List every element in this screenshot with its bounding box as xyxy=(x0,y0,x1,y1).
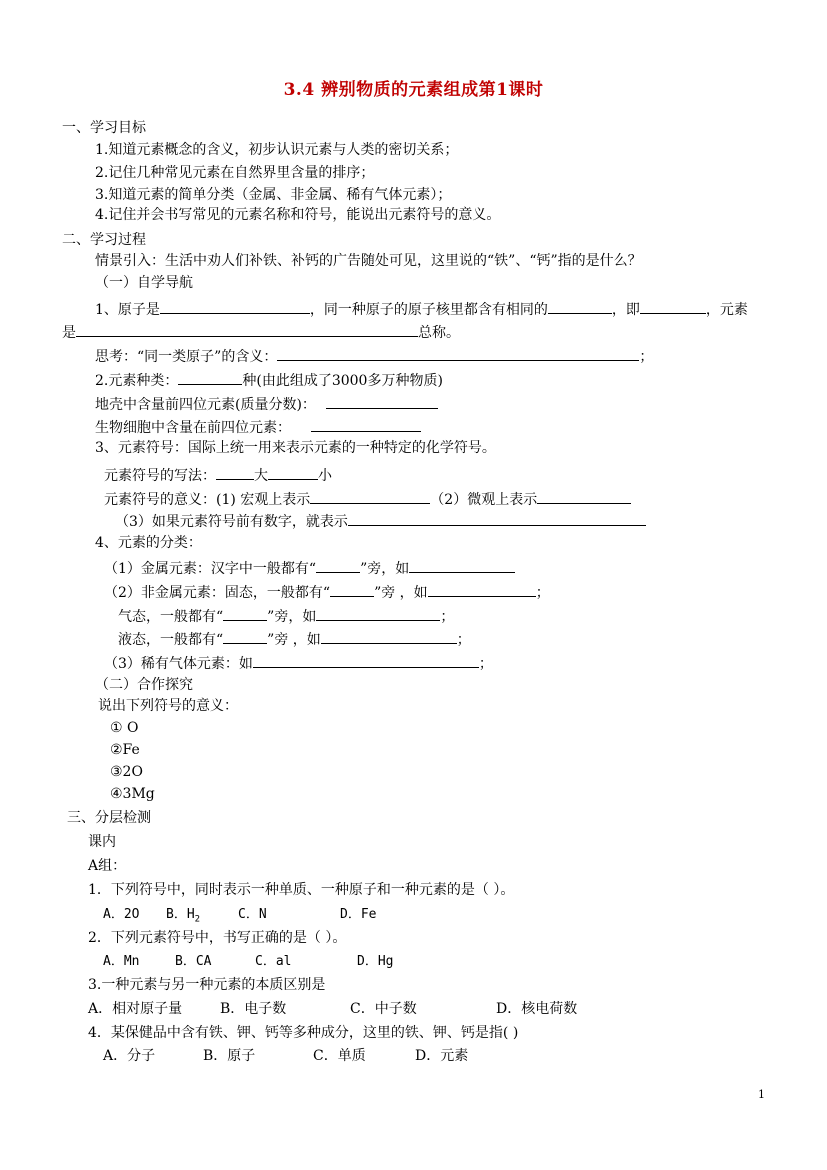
page-number: 1 xyxy=(758,1088,765,1101)
q2-text-a: 2.元素种类： xyxy=(95,373,179,389)
q2-text-b: 种(由此组成了3000多万种物质) xyxy=(242,373,443,389)
goal-item: 3.知道元素的简单分类（金属、非金属、稀有气体元素）； xyxy=(95,187,452,203)
in-class-label: 课内 xyxy=(88,834,116,850)
q1-text-f: 总称。 xyxy=(418,325,460,341)
group-a-label: A组： xyxy=(88,858,127,874)
q3-option: B．电子数 xyxy=(220,1001,287,1017)
question-4: 4．某保健品中含有铁、钾、钙等多种成分，这里的铁、钾、钙是指( ) xyxy=(88,1025,519,1041)
liquid-line xyxy=(118,628,471,649)
blank[interactable] xyxy=(316,557,360,573)
q1-text-b: ，同一种原子的原子核里都含有相同的 xyxy=(309,302,548,318)
meaning-text-3: （3）如果元素符号前有数字，就表示 xyxy=(115,514,348,530)
write-text-b: 大 xyxy=(254,468,268,484)
liquid-text-b: ”旁 ，如 xyxy=(267,632,321,648)
symbol-item: ③2O xyxy=(110,764,143,780)
blank[interactable] xyxy=(316,605,440,621)
write-text-c: 小 xyxy=(318,468,332,484)
gas-text-b: ”旁，如 xyxy=(267,609,317,625)
page-title: 3.4 辨别物质的元素组成第1课时 xyxy=(283,80,544,100)
section-heading-check: 三、分层检测 xyxy=(67,810,151,826)
gas-text-a: 气态，一般都有“ xyxy=(118,609,224,625)
blank[interactable] xyxy=(409,557,515,573)
subscript: 2 xyxy=(194,914,201,925)
blank[interactable] xyxy=(348,510,646,526)
blank[interactable] xyxy=(548,298,612,314)
question-3: 3.一种元素与另一种元素的本质区别是 xyxy=(88,977,326,993)
question-1: 1．下列符号中，同时表示一种单质、一种原子和一种元素的是（ ）。 xyxy=(88,882,515,898)
question-2: 2．下列元素符号中，书写正确的是（ ）。 xyxy=(88,930,347,946)
symbol-item: ④3Mg xyxy=(110,786,155,802)
blank[interactable] xyxy=(640,298,706,314)
q1-text-c: ，即 xyxy=(611,302,640,318)
goal-item: 2.记住几种常见元素在自然界里含量的排序； xyxy=(95,165,375,181)
blank[interactable] xyxy=(216,464,254,480)
question-atom-line xyxy=(95,298,748,319)
blank[interactable] xyxy=(330,581,374,597)
option-text: B．H xyxy=(166,907,195,922)
q4-option: A．分子 xyxy=(103,1048,156,1064)
section-heading-goals: 一、学习目标 xyxy=(62,120,146,136)
semicolon: ； xyxy=(478,656,493,672)
q1-option: A．2O xyxy=(103,907,140,922)
q1-text-a: 1、原子是 xyxy=(95,302,160,318)
cell-line xyxy=(95,416,421,437)
think-text: 思考：“同一类原子”的含义： xyxy=(95,349,278,365)
blank[interactable] xyxy=(321,628,457,644)
subheading-self-study: （一）自学导航 xyxy=(95,275,193,291)
element-types-line xyxy=(95,369,443,390)
semicolon: ； xyxy=(440,609,455,625)
noble-line xyxy=(104,652,493,673)
blank[interactable] xyxy=(326,393,438,409)
q3-option: C．中子数 xyxy=(350,1001,417,1017)
q1-text-e: 是 xyxy=(62,325,76,341)
intro-text: 情景引入：生活中劝人们补铁、补钙的广告随处可见，这里说的“铁”、“钙”指的是什么？ xyxy=(95,253,642,269)
metal-line xyxy=(104,557,515,578)
liquid-text-a: 液态，一般都有“ xyxy=(118,632,224,648)
meaning-text-b: （2）微观上表示 xyxy=(430,492,538,508)
metal-text-a: （1）金属元素：汉字中一般都有“ xyxy=(104,561,317,577)
q2-option: A．Mn xyxy=(103,954,140,969)
think-line xyxy=(95,345,653,366)
cell-text: 生物细胞中含量在前四位元素： xyxy=(95,420,291,436)
goal-item: 4.记住并会书写常见的元素名称和符号，能说出元素符号的意义。 xyxy=(95,207,501,223)
blank[interactable] xyxy=(428,581,536,597)
write-text-a: 元素符号的写法： xyxy=(104,468,216,484)
question-element-def-line xyxy=(62,321,460,342)
subheading-cooperation: （二）合作探究 xyxy=(95,677,193,693)
q3-option: A．相对原子量 xyxy=(88,1001,183,1017)
section-heading-process: 二、学习过程 xyxy=(62,232,146,248)
blank[interactable] xyxy=(311,416,421,432)
symbol-item: ① O xyxy=(110,720,139,736)
symbol-item: ②Fe xyxy=(110,742,140,758)
blank[interactable] xyxy=(277,345,639,361)
blank[interactable] xyxy=(310,488,430,504)
q2-option: B．CA xyxy=(175,954,212,969)
crust-text: 地壳中含量前四位元素(质量分数)： xyxy=(95,397,316,413)
symbol-number-line xyxy=(115,510,646,531)
q1-option: C．N xyxy=(238,907,267,922)
q3-option: D．核电荷数 xyxy=(496,1001,578,1017)
q2-option: C．al xyxy=(255,954,292,969)
blank[interactable] xyxy=(160,298,310,314)
symbol-writing-line xyxy=(104,464,332,485)
symbols-question: 说出下列符号的意义： xyxy=(98,698,238,714)
nonmetal-text-b: ”旁 ，如 xyxy=(374,585,428,601)
blank[interactable] xyxy=(253,652,479,668)
q4-option: C．单质 xyxy=(313,1048,366,1064)
meaning-text-a: 元素符号的意义：(1) 宏观上表示 xyxy=(104,492,311,508)
goal-item: 1.知道元素概念的含义，初步认识元素与人类的密切关系； xyxy=(95,142,459,158)
q1-option-b xyxy=(166,906,200,929)
semicolon: ； xyxy=(535,585,550,601)
blank[interactable] xyxy=(76,321,418,337)
gas-line xyxy=(118,605,454,626)
q4-option: B．原子 xyxy=(203,1048,256,1064)
q4-option: D．元素 xyxy=(415,1048,469,1064)
blank[interactable] xyxy=(178,369,242,385)
crust-line xyxy=(95,393,438,414)
q2-option: D．Hg xyxy=(357,954,394,969)
q1-text-d: ，元素 xyxy=(705,302,748,318)
blank[interactable] xyxy=(268,464,318,480)
semicolon: ； xyxy=(456,632,471,648)
nonmetal-text-a: （2）非金属元素：固态，一般都有“ xyxy=(104,585,331,601)
blank[interactable] xyxy=(223,605,267,621)
noble-text: （3）稀有气体元素：如 xyxy=(104,656,253,672)
classification-heading: 4、元素的分类： xyxy=(95,535,202,551)
symbol-meaning-line xyxy=(104,488,631,509)
symbol-def-line: 3、元素符号：国际上统一用来表示元素的一种特定的化学符号。 xyxy=(95,440,496,456)
blank[interactable] xyxy=(537,488,631,504)
metal-text-b: ”旁，如 xyxy=(360,561,410,577)
blank[interactable] xyxy=(223,628,267,644)
q1-option: D．Fe xyxy=(340,907,377,922)
semicolon: ； xyxy=(639,349,654,365)
nonmetal-line xyxy=(104,581,550,602)
